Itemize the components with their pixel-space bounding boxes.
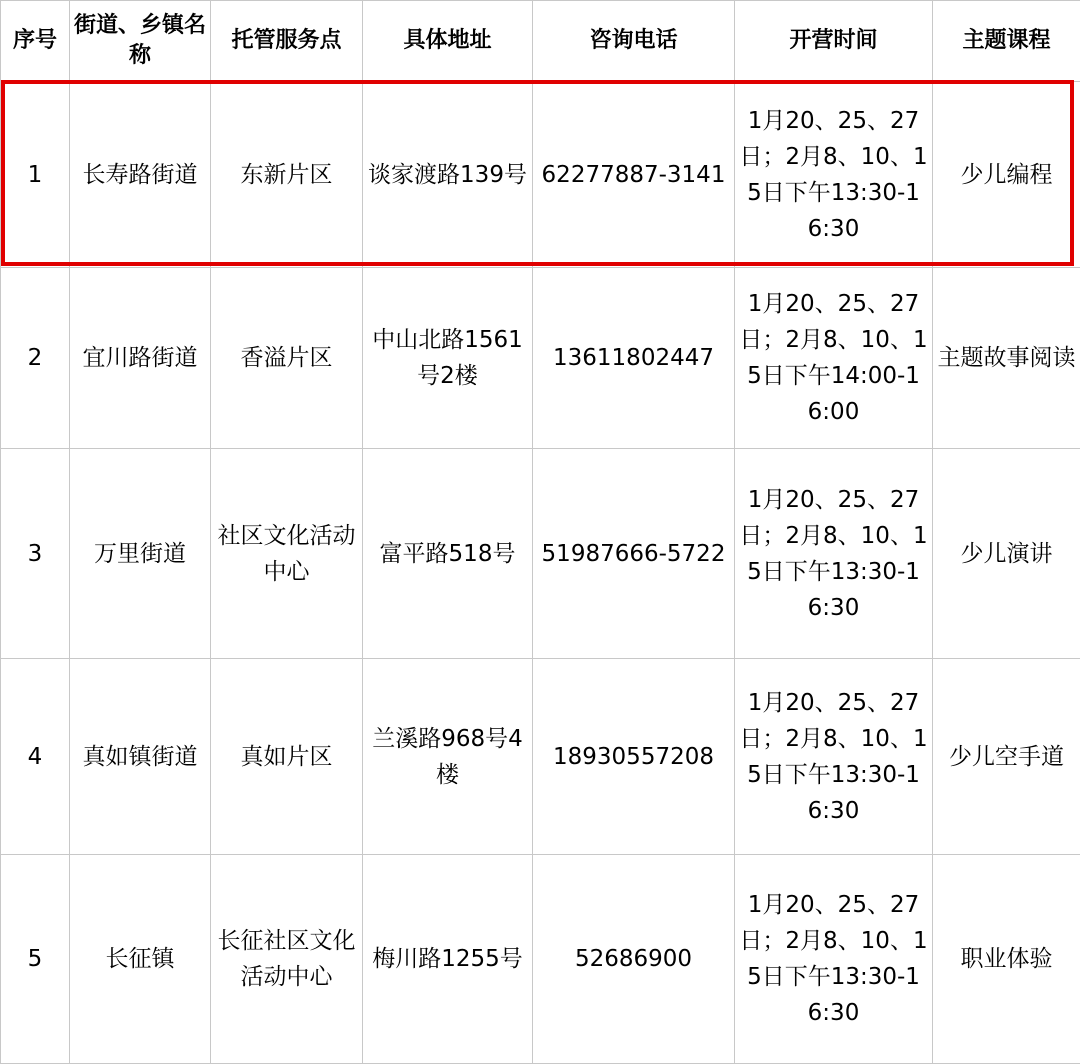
cell-no: 1 <box>1 82 70 268</box>
cell-course: 少儿演讲 <box>933 449 1080 659</box>
cell-time: 1月20、25、27日；2月8、10、15日下午13:30-16:30 <box>735 855 933 1064</box>
header-course: 主题课程 <box>933 1 1080 82</box>
cell-site: 社区文化活动中心 <box>211 449 363 659</box>
cell-site: 香溢片区 <box>211 268 363 449</box>
cell-phone: 13611802447 <box>533 268 735 449</box>
cell-time: 1月20、25、27日；2月8、10、15日下午13:30-16:30 <box>735 659 933 855</box>
table-row <box>1 268 1080 449</box>
cell-course: 少儿空手道 <box>933 659 1080 855</box>
header-phone: 咨询电话 <box>533 1 735 82</box>
cell-phone: 51987666-5722 <box>533 449 735 659</box>
cell-street: 长寿路街道 <box>70 82 211 268</box>
header-address: 具体地址 <box>363 1 533 82</box>
cell-phone: 62277887-3141 <box>533 82 735 268</box>
header-time: 开营时间 <box>735 1 933 82</box>
header-row <box>1 1 1080 82</box>
cell-course: 主题故事阅读 <box>933 268 1080 449</box>
cell-course: 职业体验 <box>933 855 1080 1064</box>
table-row <box>1 82 1080 268</box>
cell-no: 4 <box>1 659 70 855</box>
cell-address: 谈家渡路139号 <box>363 82 533 268</box>
cell-site: 真如片区 <box>211 659 363 855</box>
cell-time: 1月20、25、27日；2月8、10、15日下午13:30-16:30 <box>735 82 933 268</box>
cell-no: 3 <box>1 449 70 659</box>
header-no: 序号 <box>1 1 70 82</box>
cell-street: 宜川路街道 <box>70 268 211 449</box>
table-row <box>1 659 1080 855</box>
cell-address: 兰溪路968号4楼 <box>363 659 533 855</box>
header-street: 街道、乡镇名称 <box>70 1 211 82</box>
cell-site: 长征社区文化活动中心 <box>211 855 363 1064</box>
cell-street: 万里街道 <box>70 449 211 659</box>
cell-course: 少儿编程 <box>933 82 1080 268</box>
cell-address: 中山北路1561号2楼 <box>363 268 533 449</box>
cell-address: 富平路518号 <box>363 449 533 659</box>
cell-phone: 52686900 <box>533 855 735 1064</box>
cell-street: 真如镇街道 <box>70 659 211 855</box>
cell-site: 东新片区 <box>211 82 363 268</box>
table-row <box>1 449 1080 659</box>
cell-phone: 18930557208 <box>533 659 735 855</box>
cell-address: 梅川路1255号 <box>363 855 533 1064</box>
cell-no: 5 <box>1 855 70 1064</box>
cell-no: 2 <box>1 268 70 449</box>
cell-time: 1月20、25、27日；2月8、10、15日下午13:30-16:30 <box>735 449 933 659</box>
cell-street: 长征镇 <box>70 855 211 1064</box>
header-site: 托管服务点 <box>211 1 363 82</box>
cell-time: 1月20、25、27日；2月8、10、15日下午14:00-16:00 <box>735 268 933 449</box>
table-row <box>1 855 1080 1064</box>
